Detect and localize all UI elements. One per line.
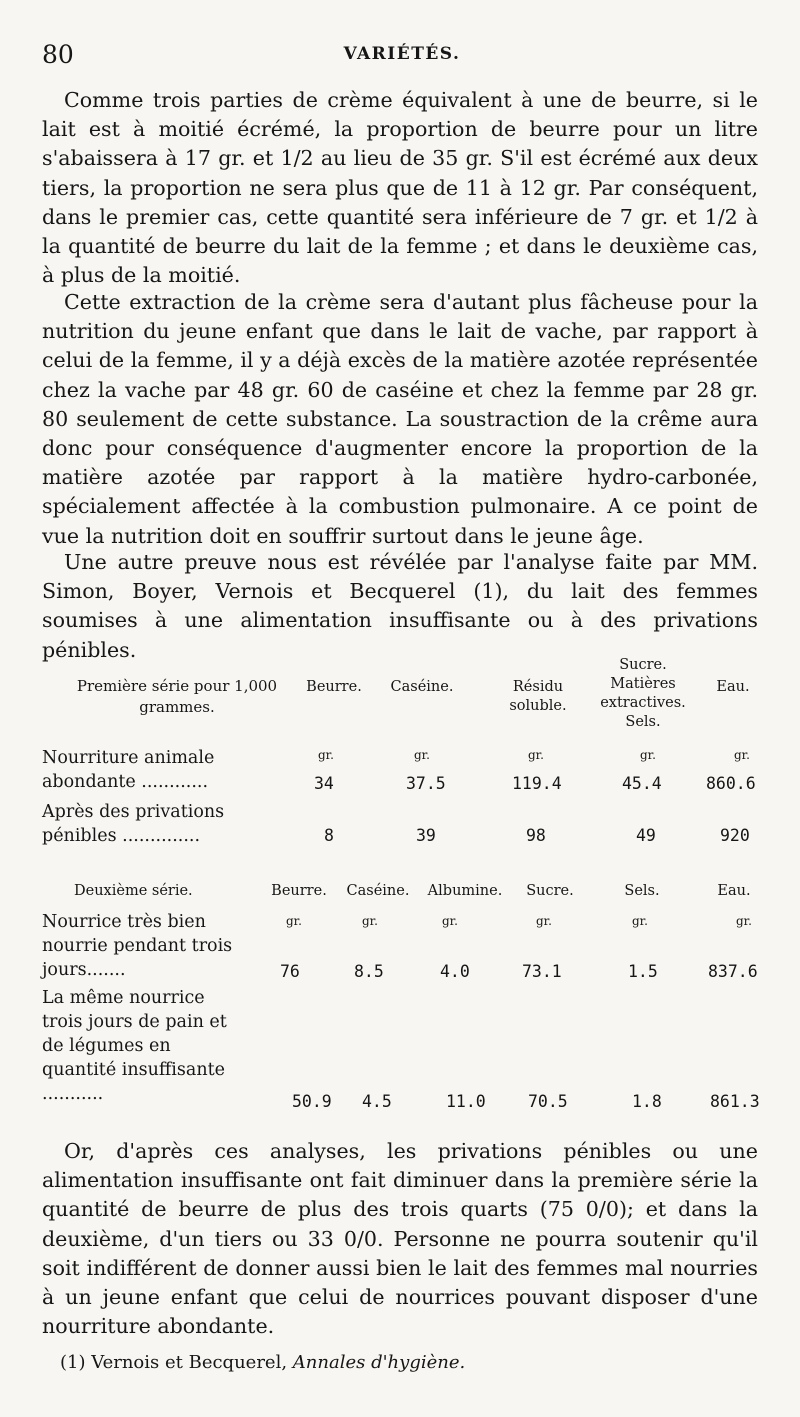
table-cell: 119.4 [512, 774, 562, 793]
row-label: La même nourrice trois jours de pain et de légumes en quantité insuffisante ........... [42, 988, 227, 1104]
table-cell: 4.0 [440, 962, 470, 981]
table-cell: 1.8 [632, 1092, 662, 1111]
paragraph-conclusion: Or, d'après ces analyses, les privations pénibles ou une alimentation insuffisante ont fait diminuer dans la première série la quantité de beurre de plus des trois quarts (75 0/0); et dans la deuxième, d'un tiers ou 33 0/0. Personne ne pourra soutenir qu'il soit indifférent de donner aussi bien le lait des femmes mal nourries à un jeune enfant que celui de nourrices pouvant disposer d'une nourriture abondante. [42, 1139, 758, 1339]
row-label: Nourrice très bien nourrie pendant trois jours....... [42, 912, 233, 980]
table-cell: 861.3 [710, 1092, 760, 1111]
table-cell: 8 [324, 826, 334, 845]
column-header: Eau. [716, 679, 750, 695]
unit-label: gr. [528, 748, 544, 762]
table-cell: 8.5 [354, 962, 384, 981]
column-header: Eau. [717, 883, 751, 899]
column-header: Sucre. Matières extractives. Sels. [600, 657, 686, 730]
column-header: Sels. [624, 883, 660, 899]
table-cell: 73.1 [522, 962, 562, 981]
table-cell: 11.0 [446, 1092, 486, 1111]
table-cell: 39 [416, 826, 436, 845]
table-cell: 70.5 [528, 1092, 568, 1111]
column-header: Beurre. [306, 679, 362, 695]
table-cell: 49 [636, 826, 656, 845]
page-number: 80 [42, 40, 74, 69]
table-cell: 4.5 [362, 1092, 392, 1111]
unit-label: gr. [736, 914, 752, 928]
footnote-marker: (1) [60, 1352, 86, 1373]
table-cell: 76 [280, 962, 300, 981]
row-label: Nourriture animale abondante ............ [42, 748, 215, 792]
unit-label: gr. [318, 748, 334, 762]
unit-label: gr. [640, 748, 656, 762]
footnote-work: Annales d'hygiène. [292, 1352, 466, 1373]
unit-label: gr. [362, 914, 378, 928]
column-header: Caséine. [346, 883, 410, 899]
column-header: Caséine. [390, 679, 454, 695]
table-cell: 920 [720, 826, 750, 845]
table-cell: 1.5 [628, 962, 658, 981]
paragraph-butter-proportion: Comme trois parties de crème équivalent à une de beurre, si le lait est à moitié écrémé, la proportion de beurre pour un litre s'abaissera à 17 gr. et 1/2 au lieu de 35 gr. S'il est écrémé aux deux tiers, la proportion ne sera plus que de 11 à 12 gr. Par conséquent, dans le premier cas, cette quantité sera inférieure de 7 gr. et 1/2 à la quantité de beurre du lait de la femme ; et dans le deuxième cas, à plus de la moitié. [42, 88, 758, 288]
table-series-label: Première série pour 1,000 grammes. [76, 677, 278, 716]
running-title: VARIÉTÉS. [343, 44, 461, 64]
unit-label: gr. [286, 914, 302, 928]
unit-label: gr. [414, 748, 430, 762]
table-cell: 45.4 [622, 774, 662, 793]
paragraph-analysis-intro: Une autre preuve nous est révélée par l'analyse faite par MM. Simon, Boyer, Vernois et Becquerel (1), du lait des femmes soumises à une alimentation insuffisante ou à des privations pénibles. [42, 550, 758, 662]
table-series-label: Deuxième série. [74, 883, 193, 899]
footnote-authors: Vernois et Becquerel, [91, 1352, 288, 1373]
unit-label: gr. [734, 748, 750, 762]
column-header: Résidu soluble. [509, 679, 567, 714]
paragraph-cream-extraction: Cette extraction de la crème sera d'autant plus fâcheuse pour la nutrition du jeune enfant que dans le lait de vache, par rapport à celui de la femme, il y a déjà excès de la matière azotée représentée chez la vache par 48 gr. 60 de caséine et chez la femme par 28 gr. 80 seulement de cette substance. La soustraction de la crême aura donc pour conséquence d'augmenter encore la proportion de la matière azotée par rapport à la matière hydro-carbonée, spécialement affectée à la combustion pulmonaire. A ce point de vue la nutrition doit en souffrir surtout dans le jeune âge. [42, 290, 758, 548]
unit-label: gr. [536, 914, 552, 928]
table-cell: 98 [526, 826, 546, 845]
unit-label: gr. [632, 914, 648, 928]
table-cell: 860.6 [706, 774, 756, 793]
unit-label: gr. [442, 914, 458, 928]
column-header: Albumine. [427, 883, 503, 899]
column-header: Beurre. [271, 883, 327, 899]
page-header [42, 40, 762, 76]
table-cell: 50.9 [292, 1092, 332, 1111]
table-cell: 837.6 [708, 962, 758, 981]
footnote [60, 1352, 465, 1373]
column-header: Sucre. [526, 883, 574, 899]
table-cell: 34 [314, 774, 334, 793]
table-cell: 37.5 [406, 774, 446, 793]
row-label: Après des privations pénibles .............. [42, 802, 225, 846]
